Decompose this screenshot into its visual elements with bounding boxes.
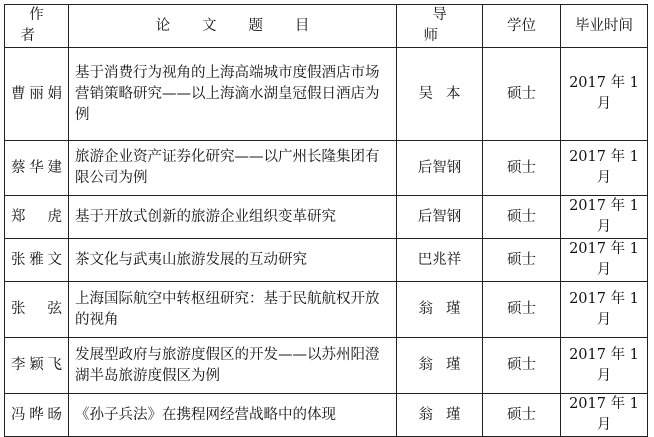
author-cell: 郑虎 (5, 196, 69, 239)
author-cell: 曹丽娟 (5, 48, 69, 141)
title-cell: 《孙子兵法》在携程网经营战略中的体现 (69, 394, 397, 437)
title-cell: 旅游企业资产证券化研究——以广州长隆集团有限公司为例 (69, 141, 397, 196)
author-cell: 冯晔旸 (5, 394, 69, 437)
author-cell: 张雅文 (5, 239, 69, 282)
title-cell: 基于开放式创新的旅游企业组织变革研究 (69, 196, 397, 239)
date-cell: 2017 年 1 月 (561, 338, 648, 394)
date-cell: 2017 年 1 月 (561, 48, 648, 141)
table-row (5, 48, 648, 141)
table-row (5, 394, 648, 437)
table-row (5, 338, 648, 394)
header-row (5, 5, 648, 48)
title-cell: 茶文化与武夷山旅游发展的互动研究 (69, 239, 397, 282)
advisor-cell: 后智钢 (397, 141, 483, 196)
advisor-cell: 翁瑾 (397, 282, 483, 338)
author-cell: 李颖飞 (5, 338, 69, 394)
table-row (5, 196, 648, 239)
title-cell: 上海国际航空中转枢纽研究：基于民航航权开放的视角 (69, 282, 397, 338)
degree-cell: 硕士 (483, 196, 561, 239)
date-cell: 2017 年 1 月 (561, 282, 648, 338)
degree-cell: 硕士 (483, 48, 561, 141)
date-cell: 2017 年 1 月 (561, 196, 648, 239)
thesis-table (4, 4, 648, 437)
degree-cell: 硕士 (483, 239, 561, 282)
author-cell: 张弦 (5, 282, 69, 338)
table-row (5, 282, 648, 338)
advisor-cell: 巴兆祥 (397, 239, 483, 282)
degree-cell: 硕士 (483, 338, 561, 394)
table-row (5, 141, 648, 196)
date-cell: 2017 年 1 月 (561, 141, 648, 196)
degree-cell: 硕士 (483, 394, 561, 437)
advisor-cell: 翁瑾 (397, 394, 483, 437)
advisor-cell: 吴本 (397, 48, 483, 141)
table-row (5, 239, 648, 282)
header-date: 毕业时间 (561, 5, 648, 48)
author-cell: 蔡华建 (5, 141, 69, 196)
date-cell: 2017 年 1 月 (561, 239, 648, 282)
date-cell: 2017 年 1 月 (561, 394, 648, 437)
advisor-cell: 后智钢 (397, 196, 483, 239)
degree-cell: 硕士 (483, 282, 561, 338)
degree-cell: 硕士 (483, 141, 561, 196)
title-cell: 基于消费行为视角的上海高端城市度假酒店市场营销策略研究——以上海滴水湖皇冠假日酒店为例 (69, 48, 397, 141)
header-title: 论文题目 (69, 5, 397, 48)
header-advisor: 导师 (397, 5, 483, 48)
header-author: 作者 (5, 5, 69, 48)
advisor-cell: 翁瑾 (397, 338, 483, 394)
header-degree: 学位 (483, 5, 561, 48)
title-cell: 发展型政府与旅游度假区的开发——以苏州阳澄湖半岛旅游度假区为例 (69, 338, 397, 394)
